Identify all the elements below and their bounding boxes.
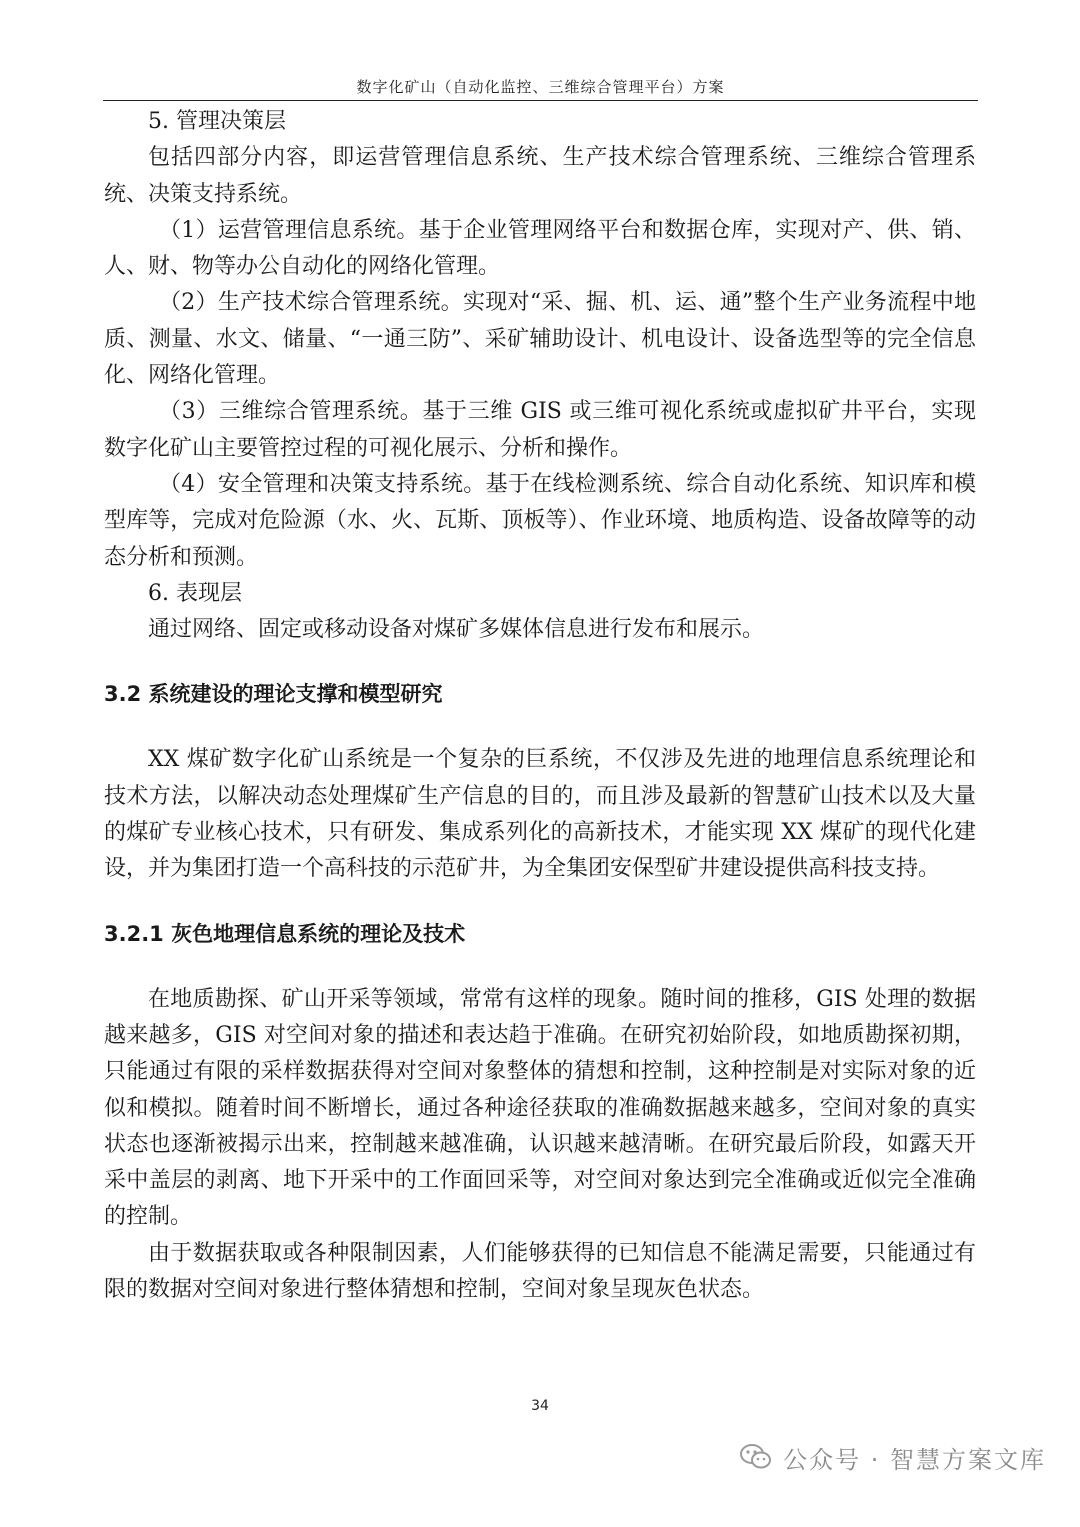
- paragraph: 包括四部分内容，即运营管理信息系统、生产技术综合管理系统、三维综合管理系统、决策支持系统。: [104, 145, 976, 207]
- watermark: [739, 1440, 1046, 1474]
- spacer: [104, 648, 976, 676]
- spacer: [104, 952, 976, 982]
- paragraph: XX 煤矿数字化矿山系统是一个复杂的巨系统，不仅涉及先进的地理信息系统理论和技术方法，以解决动态处理煤矿生产信息的目的，而且涉及最新的智慧矿山技术以及大量的煤矿专业核心技术，只有研发、集成系列化的高新技术，才能实现 XX 煤矿的现代化建设，并为集团打造一个高科技的示范矿井，为全集团安保型矿井建设提供高科技支持。: [104, 747, 976, 882]
- section-heading-5: 5. 管理决策层: [148, 109, 286, 134]
- heading-3-2-1: 3.2.1 灰色地理信息系统的理论及技术: [104, 921, 466, 946]
- header-rule: [103, 100, 978, 101]
- heading-3-2: 3.2 系统建设的理论支撑和模型研究: [104, 682, 443, 707]
- section-heading-6: 6. 表现层: [148, 580, 242, 606]
- document-body: [104, 104, 976, 1308]
- paragraph-item-1: （1）运营管理信息系统。基于企业管理网络平台和数据仓库，实现对产、供、销、人、财、物等办公自动化的网络化管理。: [104, 217, 976, 280]
- paragraph-item-2: （2）生产技术综合管理系统。实现对“采、掘、机、运、通”整个生产业务流程中地质、测量、水文、储量、“一通三防”、采矿辅助设计、机电设计、设备选型等的完全信息化、网络化管理。: [104, 290, 976, 389]
- spacer: [104, 712, 976, 742]
- paragraph: 在地质勘探、矿山开采等领域，常常有这样的现象。随时间的推移，GIS 处理的数据越来越多，GIS 对空间对象的描述和表达趋于准确。在研究初始阶段，如地质勘探初期，只能通过有限的采样数据获得对空间对象整体的猜想和控制，这种控制是对实际对象的近似和模拟。随着时间不断增长，通过各种途径获取的准确数据越来越多，空间对象的真实状态也逐渐被揭示出来，控制越来越准确，认识越来越清晰。在研究最后阶段，如露天开采中盖层的剥离、地下开采中的工作面回采等，对空间对象达到完全准确或近似完全准确的控制。: [104, 986, 976, 1230]
- page-header-title: 数字化矿山（自动化监控、三维综合管理平台）方案: [356, 78, 725, 96]
- page-number: 34: [531, 1398, 549, 1414]
- wechat-icon: [739, 1442, 773, 1472]
- paragraph-item-3: （3）三维综合管理系统。基于三维 GIS 或三维可视化系统或虚拟矿井平台，实现数字化矿山主要管控过程的可视化展示、分析和操作。: [104, 399, 976, 461]
- watermark-text: 公众号 · 智慧方案文库: [783, 1445, 1046, 1474]
- paragraph-item-4: （4）安全管理和决策支持系统。基于在线检测系统、综合自动化系统、知识库和模型库等，完成对危险源（水、火、瓦斯、顶板等）、作业环境、地质构造、设备故障等的动态分析和预测。: [104, 471, 976, 570]
- spacer: [104, 888, 976, 916]
- paragraph: 通过网络、固定或移动设备对煤矿多媒体信息进行发布和展示。: [148, 617, 765, 643]
- paragraph: 由于数据获取或各种限制因素，人们能够获得的已知信息不能满足需要，只能通过有限的数据对空间对象进行整体猜想和控制，空间对象呈现灰色状态。: [104, 1240, 976, 1303]
